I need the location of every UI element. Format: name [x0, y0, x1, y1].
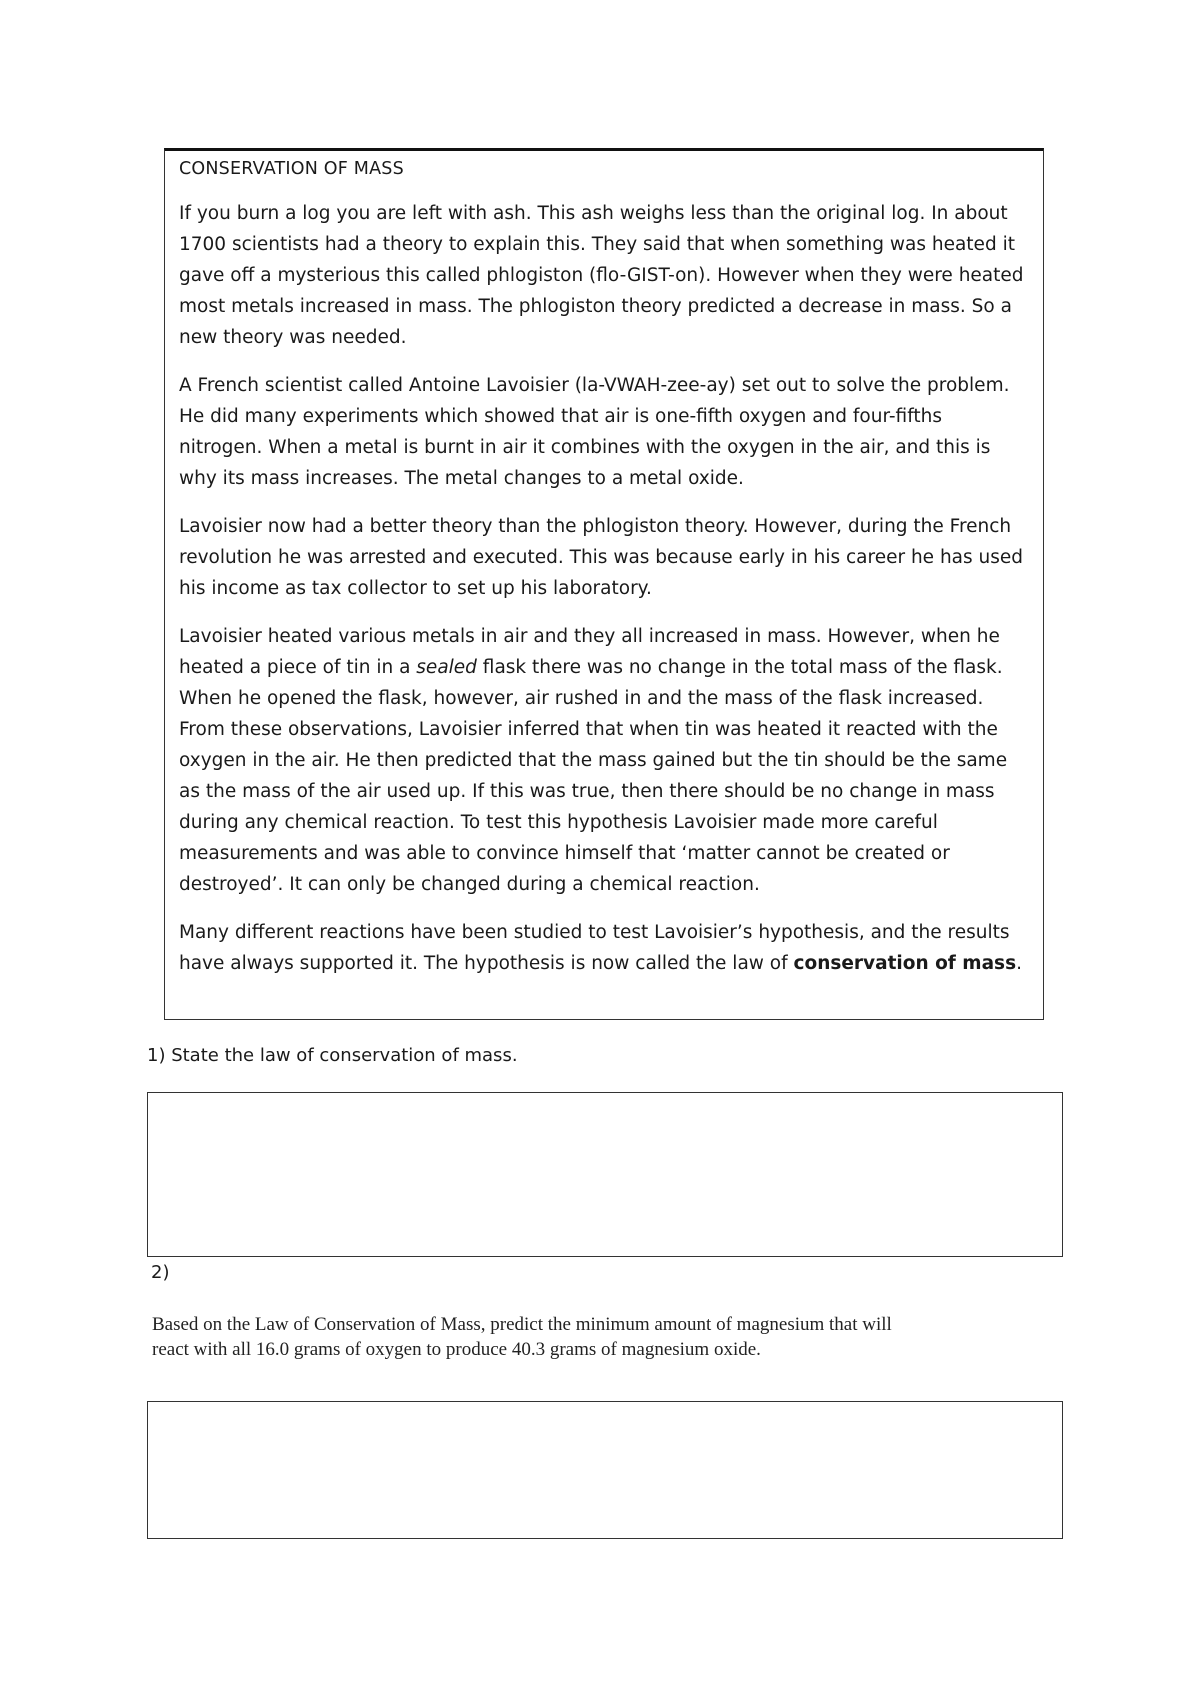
- question-1: 1) State the law of conservation of mass.: [147, 1045, 518, 1066]
- paragraph-4-italic: sealed: [416, 657, 477, 678]
- paragraph-4-start: Lavoisier heated various metals in air and they all increased in mass. However, when he heated a piece of tin in a: [179, 626, 1000, 678]
- paragraph-5-end: .: [1016, 953, 1022, 974]
- answer-box-2[interactable]: [147, 1401, 1063, 1539]
- reading-passage-box: [164, 148, 1044, 1020]
- paragraph-4: [179, 621, 1029, 900]
- paragraph-4-end: flask there was no change in the total mass of the flask. When he opened the flask, however, air rushed in and the mass of the flask increased. From these observations, Lavoisier inferred that when tin was heated it reacted with the oxygen in the air. He then predicted that the mass gained but the tin should be the same as the mass of the air used up. If this was true, then there should be no change in mass during any chemical reaction. To test this hypothesis Lavoisier made more careful measurements and was able to convince himself that ‘matter cannot be created or destroyed’. It can only be changed during a chemical reaction.: [179, 657, 1008, 895]
- answer-box-1[interactable]: [147, 1092, 1063, 1257]
- passage-title: CONSERVATION OF MASS: [179, 159, 404, 179]
- question-2-text: Based on the Law of Conservation of Mass, predict the minimum amount of magnesium that will react with all 16.0 grams of oxygen to produce 40.3 grams of magnesium oxide.: [152, 1314, 892, 1360]
- paragraph-3: Lavoisier now had a better theory than the phlogiston theory. However, during the French revolution he was arrested and executed. This was because early in his career he has used his income as tax collector to set up his laboratory.: [179, 516, 1024, 599]
- paragraph-5-start: Many different reactions have been studied to test Lavoisier’s hypothesis, and the results have always supported it. The hypothesis is now called the law of: [179, 922, 1010, 974]
- paragraph-5: [179, 917, 1029, 979]
- paragraph-2: A French scientist called Antoine Lavoisier (la-VWAH-zee-ay) set out to solve the problem. He did many experiments which showed that air is one-fifth oxygen and four-fifths nitrogen. When a metal is burnt in air it combines with the oxygen in the air, and this is why its mass increases. The metal changes to a metal oxide.: [179, 375, 1010, 489]
- question-2-number: 2): [151, 1262, 170, 1283]
- paragraph-1: If you burn a log you are left with ash. This ash weighs less than the original log. In about 1700 scientists had a theory to explain this. They said that when something was heated it gave off a mysterious this called phlogiston (flo-GIST-on). However when they were heated most metals increased in mass. The phlogiston theory predicted a decrease in mass. So a new theory was needed.: [179, 203, 1024, 348]
- paragraph-5-bold: conservation of mass: [793, 953, 1017, 974]
